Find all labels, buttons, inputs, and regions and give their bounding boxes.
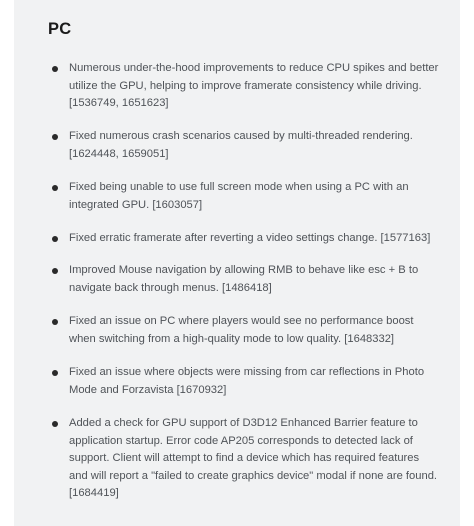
patch-notes-card [14,0,460,526]
bullet-icon [52,370,58,376]
note-text: Fixed numerous crash scenarios caused by multi-threaded rendering. [1624448, 1659051] [69,130,413,160]
note-text: Fixed being unable to use full screen mode when using a PC with an integrated GPU. [1603057] [69,181,409,211]
note-text: Fixed an issue where objects were missing from car reflections in Photo Mode and Forzavista [1670932] [69,366,425,396]
bullet-icon [52,268,58,274]
section-heading: PC [48,20,72,38]
note-text: Fixed an issue on PC where players would see no performance boost when switching from a high-quality mode to low quality. [1648332] [69,315,414,345]
bullet-icon [52,66,58,72]
note-text: Added a check for GPU support of D3D12 Enhanced Barrier feature to application startup. Error code AP205 corresponds to detected lack of support. Client will attempt to find a device which has required features and will report a "failed to create graphics device" modal if none are found. [1684419] [69,417,438,499]
bullet-icon [52,319,58,325]
bullet-icon [52,134,58,140]
note-text: Numerous under-the-hood improvements to reduce CPU spikes and better utilize the GPU, helping to improve framerate consistency while driving. [1536749, 1651623] [69,62,439,109]
bullet-icon [52,185,58,191]
bullet-icon [52,236,58,242]
note-text: Improved Mouse navigation by allowing RMB to behave like esc + B to navigate back through menus. [1486418] [69,264,419,294]
bullet-icon [52,421,58,427]
note-text: Fixed erratic framerate after reverting a video settings change. [1577163] [69,232,431,244]
